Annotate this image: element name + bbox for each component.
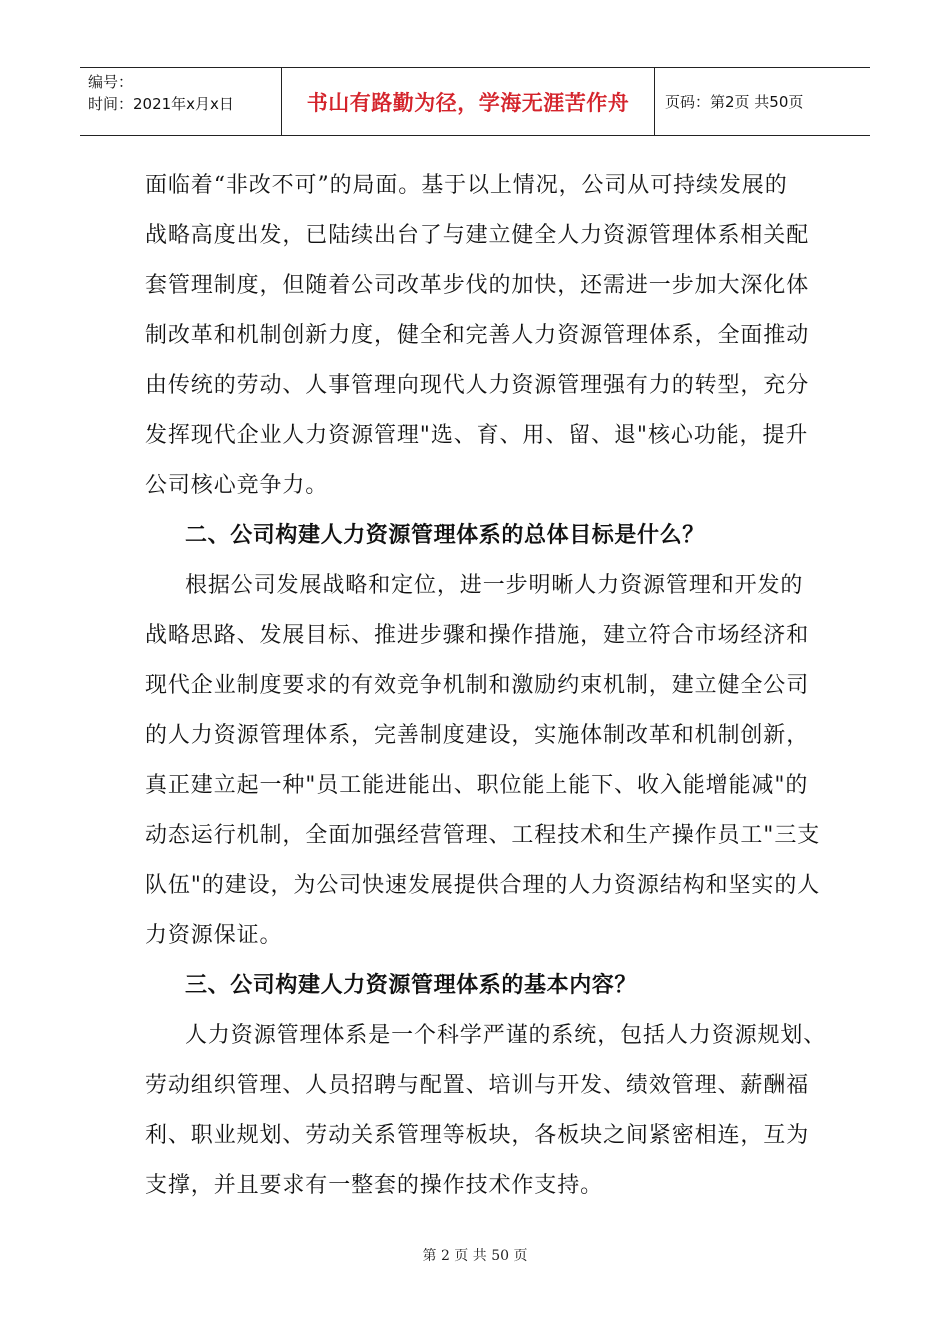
body-text-line: 战略思路、发展目标、推进步骤和操作措施，建立符合市场经济和: [145, 623, 810, 648]
section-heading: 三、公司构建人力资源管理体系的基本内容？: [185, 973, 638, 998]
body-text-line: 队伍"的建设，为公司快速发展提供合理的人力资源结构和坚实的人: [145, 873, 821, 898]
body-text-line: 由传统的劳动、人事管理向现代人力资源管理强有力的转型，充分: [145, 373, 810, 398]
body-text-line: 现代企业制度要求的有效竞争机制和激励约束机制，建立健全公司: [145, 673, 810, 698]
body-text-line: 动态运行机制，全面加强经营管理、工程技术和生产操作员工"三支: [145, 823, 821, 848]
body-text-line: 根据公司发展战略和定位，进一步明晰人力资源管理和开发的: [185, 573, 804, 598]
header-meta: [80, 68, 282, 135]
body-text-line: 利、职业规划、劳动关系管理等板块，各板块之间紧密相连，互为: [145, 1123, 810, 1148]
page-footer: 第 2 页 共 50 页: [422, 1248, 528, 1264]
body-text-line: 人力资源管理体系是一个科学严谨的系统，包括人力资源规划、: [185, 1023, 827, 1048]
body-text-line: 力资源保证。: [145, 923, 283, 948]
header-page-info: 页码：第2页 共50页: [665, 93, 804, 111]
header-motto: 书山有路勤为径，学海无涯苦作舟: [282, 68, 655, 135]
body-text-line: 套管理制度，但随着公司改革步伐的加快，还需进一步加大深化体: [145, 273, 810, 298]
body-text-line: 真正建立起一种"员工能进能出、职位能上能下、收入能增能减"的: [145, 773, 809, 798]
document-body: [145, 161, 827, 1211]
document-time-label: 时间：2021年x月x日: [88, 95, 234, 113]
body-text-line: 劳动组织管理、人员招聘与配置、培训与开发、绩效管理、薪酬福: [145, 1073, 810, 1098]
body-text-line: 的人力资源管理体系，完善制度建设，实施体制改革和机制创新，: [145, 723, 810, 748]
body-text-line: 面临着“非改不可”的局面。基于以上情况，公司从可持续发展的: [145, 173, 788, 198]
body-text-line: 公司核心竞争力。: [145, 473, 329, 498]
body-text-line: 发挥现代企业人力资源管理"选、育、用、留、退"核心功能，提升: [145, 423, 809, 448]
document-number-label: 编号：: [88, 73, 134, 91]
body-text-line: 制改革和机制创新力度，健全和完善人力资源管理体系，全面推动: [145, 323, 810, 348]
section-heading: 二、公司构建人力资源管理体系的总体目标是什么？: [185, 523, 705, 548]
body-text-line: 支撑，并且要求有一整套的操作技术作支持。: [145, 1173, 604, 1198]
body-text-line: 战略高度出发，已陆续出台了与建立健全人力资源管理体系相关配: [145, 223, 810, 248]
page-header: [80, 67, 870, 136]
